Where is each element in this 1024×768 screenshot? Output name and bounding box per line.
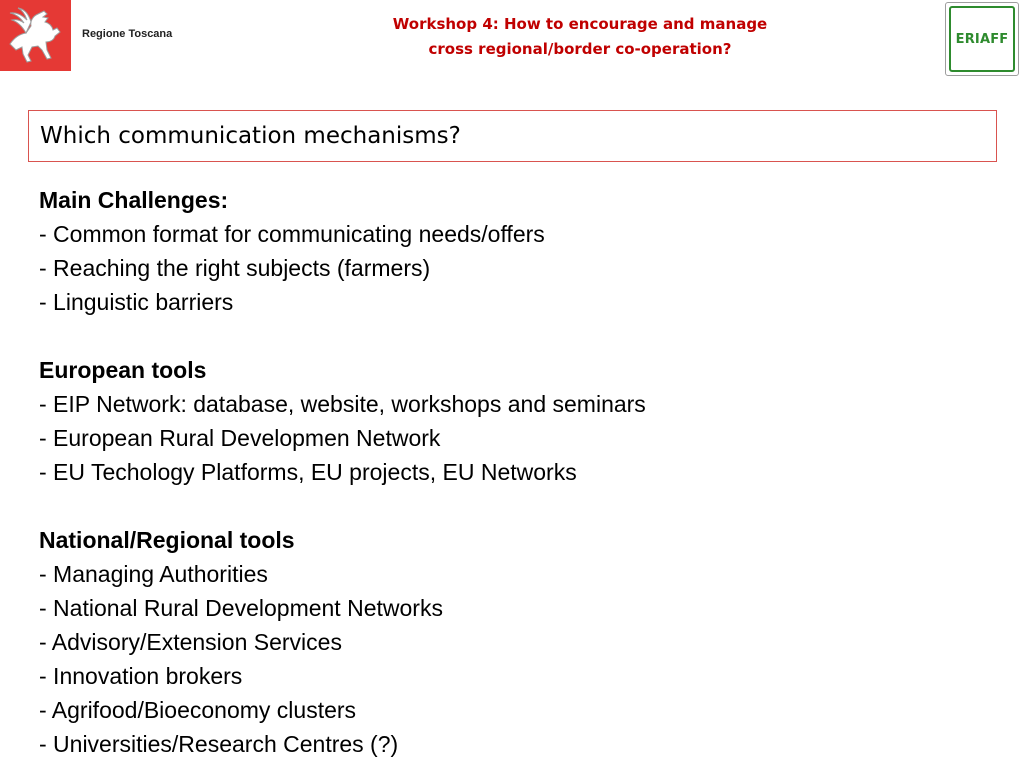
list-item: - EU Techology Platforms, EU projects, EU Networks: [39, 459, 577, 485]
list-item: - National Rural Development Networks: [39, 595, 443, 621]
list-item: - Universities/Research Centres (?): [39, 731, 399, 757]
section-heading: National/Regional tools: [39, 527, 295, 553]
list-item: - Managing Authorities: [39, 561, 268, 587]
section-national-regional-tools: [39, 523, 999, 761]
list-item: - Agrifood/Bioeconomy clusters: [39, 697, 357, 723]
winged-horse-icon: [0, 0, 71, 71]
regione-toscana-logo: [0, 0, 71, 71]
section-heading: Main Challenges:: [39, 187, 229, 213]
section-european-tools: [39, 353, 999, 489]
workshop-title-line2: cross regional/border co-operation?: [428, 40, 732, 58]
workshop-title: [300, 12, 860, 62]
list-item: - Reaching the right subjects (farmers): [39, 255, 431, 281]
eriaff-logo-frame: [949, 6, 1015, 72]
eriaff-logo-text: ERIAFF: [955, 31, 1009, 47]
list-item: - Linguistic barriers: [39, 289, 234, 315]
list-item: - EIP Network: database, website, workshops and seminars: [39, 391, 646, 417]
eriaff-logo: [945, 2, 1019, 76]
question-title: Which communication mechanisms?: [40, 123, 461, 149]
org-name: Regione Toscana: [82, 28, 173, 40]
question-box: [28, 110, 997, 162]
list-item: - Common format for communicating needs/offers: [39, 221, 545, 247]
section-main-challenges: [39, 183, 999, 319]
section-heading: European tools: [39, 357, 207, 383]
list-item: - Innovation brokers: [39, 663, 243, 689]
list-item: - Advisory/Extension Services: [39, 629, 342, 655]
content-body: [39, 183, 999, 761]
list-item: - European Rural Developmen Network: [39, 425, 441, 451]
workshop-title-line1: Workshop 4: How to encourage and manage: [392, 15, 768, 33]
